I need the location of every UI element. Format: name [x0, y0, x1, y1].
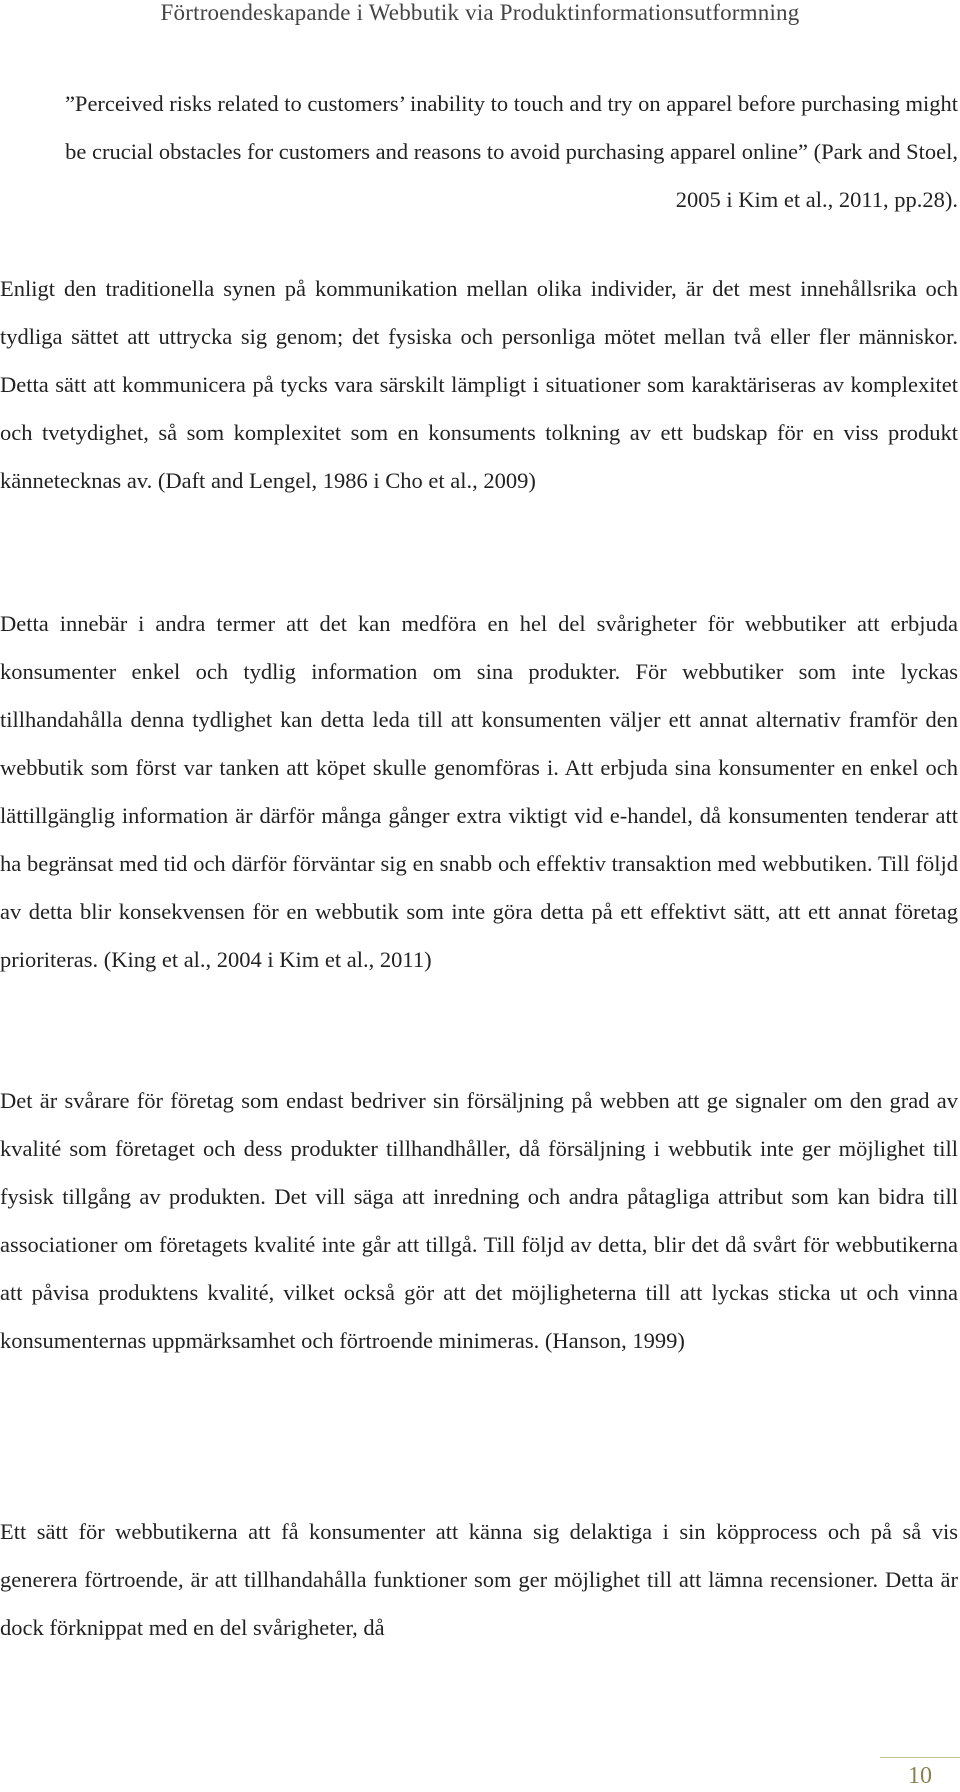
paragraph-3: Det är svårare för företag som endast bedriver sin försäljning på webben att ge signaler om den grad av kvalité som företaget och dess produkter tillhandhåller, då försäljning i webbutik inte ger möjlighet till fysisk tillgång av produkten. Det vill säga att inredning och andra påtagliga attribut som kan bidra till associationer om företagets kvalité inte går att tillgå. Till följd av detta, blir det då svårt för webbutikerna att påvisa produktens kvalité, vilket också gör att det möjligheterna till att lyckas sticka ut och vinna konsumenternas uppmärksamhet och förtroende minimeras. (Hanson, 1999) [0, 1088, 958, 1353]
footer-rule [880, 1757, 960, 1758]
paragraph-2: Detta innebär i andra termer att det kan medföra en hel del svårigheter för webbutiker att erbjuda konsumenter enkel och tydlig information om sina produkter. För webbutiker som inte lyckas tillhandahålla denna tydlighet kan detta leda till att konsumenten väljer ett annat alternativ framför den webbutik som först var tanken att köpet skulle genomföras i. Att erbjuda sina konsumenter en enkel och lättillgänglig information är därför många gånger extra viktigt vid e-handel, då konsumenten tenderar att ha begränsat med tid och därför förväntar sig en snabb och effektiv transaktion med webbutiken. Till följd av detta blir konsekvensen för en webbutik som inte göra detta på ett effektivt sätt, att ett annat företag prioriteras. (King et al., 2004 i Kim et al., 2011) [0, 611, 958, 972]
paragraph-4: Ett sätt för webbutikerna att få konsumenter att känna sig delaktiga i sin köpprocess och på så vis generera förtroende, är att tillhandahålla funktioner som ger möjlighet till att lämna recensioner. Detta är dock förknippat med en del svårigheter, då [0, 1519, 958, 1640]
paragraph-1: Enligt den traditionella synen på kommunikation mellan olika individer, är det mest innehållsrika och tydliga sättet att uttrycka sig genom; det fysiska och personliga mötet mellan två eller fler människor. Detta sätt att kommunicera på tycks vara särskilt lämpligt i situationer som karaktäriseras av komplexitet och tvetydighet, så som komplexitet som en konsuments tolkning av ett budskap för en viss produkt kännetecknas av. (Daft and Lengel, 1986 i Cho et al., 2009) [0, 276, 958, 493]
running-header: Förtroendeskapande i Webbutik via Produktinformationsutformning [160, 0, 800, 25]
page-number: 10 [908, 1763, 932, 1789]
block-quote: ”Perceived risks related to customers’ inability to touch and try on apparel before purchasing might be crucial obstacles for customers and reasons to avoid purchasing apparel online” (Park and Stoel, 2005 i Kim et al., 2011, pp.28). [64, 91, 958, 212]
